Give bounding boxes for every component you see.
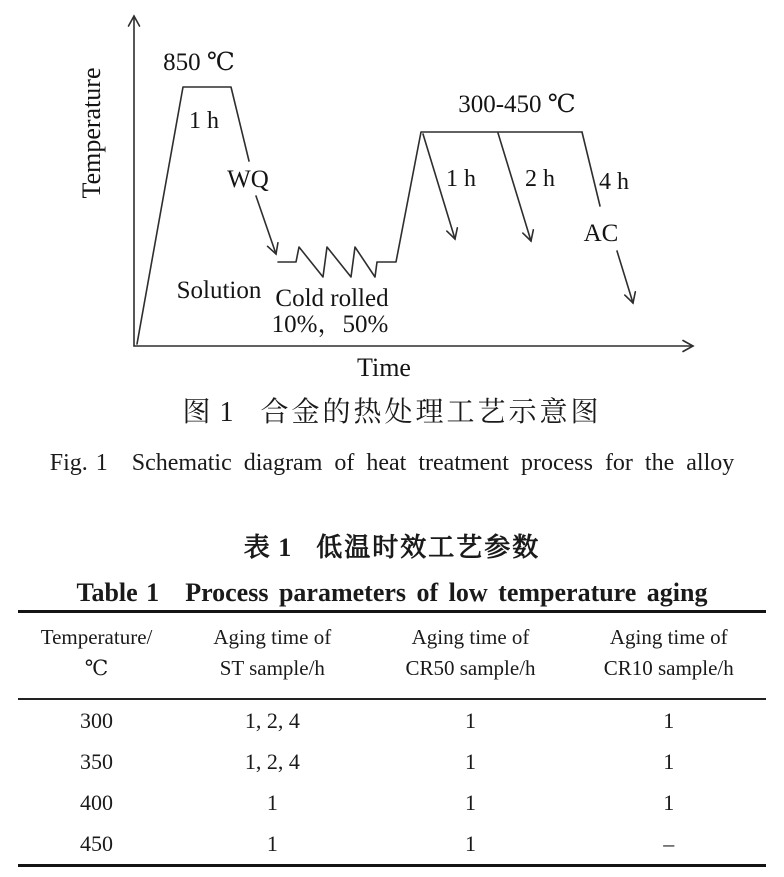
table-row — [18, 823, 766, 864]
heat-treatment-diagram — [0, 0, 784, 392]
figure-number-zh: 图 1 — [182, 397, 235, 428]
cell-cr10-time: 1 — [663, 708, 675, 733]
table-row — [18, 741, 766, 782]
cell-st-time: 1 — [266, 831, 278, 856]
table-title-en — [0, 577, 784, 609]
aging-temp-label: 300-450 ℃ — [458, 91, 576, 118]
aging-4h-label: 4 h — [599, 169, 629, 195]
table-number-zh: 表 1 — [243, 533, 293, 562]
aging-2h-label: 2 h — [525, 166, 555, 192]
table-title-en-text: Process parameters of low temperature aging — [185, 578, 708, 607]
col-header-line: Temperature/ — [40, 625, 153, 649]
figure-caption-en — [0, 448, 784, 478]
cell-cr50-time: 1 — [465, 749, 477, 774]
cell-cr10-time: – — [663, 831, 675, 856]
air-cool-label: AC — [583, 220, 619, 247]
table-title-zh-text: 低温时效工艺参数 — [316, 533, 541, 562]
col-header-temperature — [18, 622, 175, 698]
cell-cr50-time: 1 — [465, 708, 477, 733]
col-header-line: CR10 sample/h — [603, 656, 734, 680]
cell-st-time: 1, 2, 4 — [244, 708, 300, 733]
figure-caption-en-text: Schematic diagram of heat treatment process for the alloy — [131, 450, 735, 476]
col-header-line: Aging time of — [609, 625, 728, 649]
wq-arrow — [256, 196, 276, 254]
process-parameters-table — [18, 610, 766, 867]
x-axis-label: Time — [357, 353, 411, 382]
air-cool-arrow — [617, 251, 633, 303]
cell-cr10-time: 1 — [663, 749, 675, 774]
col-header-line: Aging time of — [411, 625, 530, 649]
figure-number-en: Fig. 1 — [49, 450, 108, 476]
table-header-row — [18, 613, 766, 700]
col-header-line: Aging time of — [213, 625, 332, 649]
cell-cr10-time: 1 — [663, 790, 675, 815]
table-number-en: Table 1 — [76, 578, 160, 607]
figure-caption-zh — [0, 396, 784, 430]
cold-roll-zigzag-line — [278, 132, 582, 277]
cell-temperature: 350 — [80, 749, 114, 774]
cell-st-time: 1 — [266, 790, 278, 815]
water-quench-label: WQ — [227, 166, 269, 193]
cell-temperature: 450 — [80, 831, 114, 856]
y-axis-label: Temperature — [77, 67, 106, 199]
cell-st-time: 1, 2, 4 — [244, 749, 300, 774]
cell-temperature: 400 — [80, 790, 114, 815]
solution-temp-label: 850 ℃ — [163, 49, 235, 76]
aging-1h-label: 1 h — [446, 166, 476, 192]
cell-cr50-time: 1 — [465, 790, 477, 815]
cell-temperature: 300 — [80, 708, 114, 733]
aging-4h-line — [582, 132, 600, 206]
col-header-line: CR50 sample/h — [405, 656, 536, 680]
col-header-line: ST sample/h — [219, 656, 325, 680]
solution-time-label: 1 h — [189, 108, 219, 134]
table-row — [18, 782, 766, 823]
solution-label: Solution — [176, 277, 262, 304]
col-header-line: ℃ — [84, 656, 109, 680]
figure-caption-zh-text: 合金的热处理工艺示意图 — [260, 397, 602, 428]
col-header-cr50-sample — [370, 622, 572, 698]
cold-rolled-percents: 10%，50% — [271, 311, 389, 338]
col-header-st-sample — [175, 622, 369, 698]
table-row — [18, 700, 766, 741]
col-header-cr10-sample — [572, 622, 766, 698]
table-title-zh — [0, 531, 784, 565]
cold-rolled-label: Cold rolled — [275, 285, 389, 312]
cell-cr50-time: 1 — [465, 831, 477, 856]
